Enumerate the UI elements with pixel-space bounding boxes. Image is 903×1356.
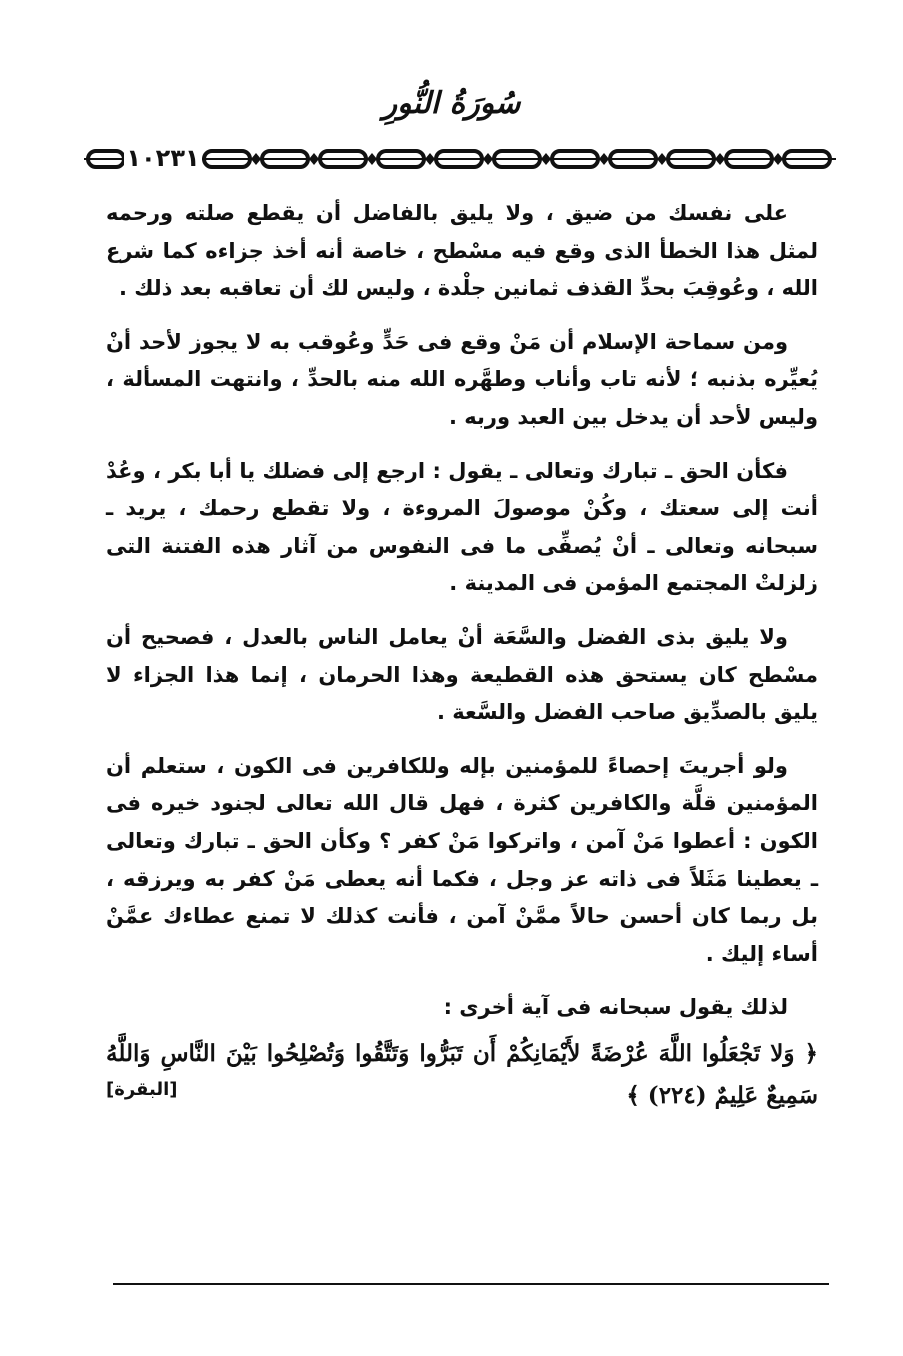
quran-verse bbox=[106, 1033, 818, 1117]
paragraph-4: ولا يليق بذى الفضل والسَّعَة أنْ يعامل الناس بالعدل ، فصحيح أن مسْطح كان يستحق هذه القطيعة وهذا الحرمان ، إنما هذا الجزاء لا يليق بالصدِّيق صاحب الفضل والسَّعة . bbox=[106, 624, 818, 725]
page-number: ١٠٢٣١ bbox=[124, 142, 202, 174]
page-title: سُورَةُ النُّورِ bbox=[382, 86, 521, 121]
paragraph-2: ومن سماحة الإسلام أن مَنْ وقع فى حَدٍّ وعُوقب به لا يجوز لأحد أنْ يُعيِّره بذنبه ؛ لأنه تاب وأناب وطهَّره الله منه بالحدِّ ، وانتهت المسألة ، وليس لأحد أن يدخل بين العبد وربه . bbox=[106, 329, 818, 429]
footer-rule bbox=[113, 1283, 829, 1285]
verse-text: ﴿ وَلا تَجْعَلُوا اللَّهَ عُرْضَةً لأَيْمَانِكُمْ أَن تَبَرُّوا وَتَتَّقُوا وَتُصْلِحُوا بَيْنَ النَّاسِ وَاللَّهُ سَمِيعٌ عَلِيمٌ (٢٢٤) ﴾ bbox=[106, 1039, 818, 1109]
body-text bbox=[106, 195, 818, 1117]
verse-intro: لذلك يقول سبحانه فى آية أخرى : bbox=[443, 995, 788, 1020]
verse-reference: [البقرة] bbox=[106, 1078, 178, 1100]
paragraph-3: فكأن الحق ـ تبارك وتعالى ـ يقول : ارجع إلى فضلك يا أبا بكر ، وعُدْ أنت إلى سعتك ، وكُنْ موصولَ المروءة ، ولا تقطع رحمك ، يريد ـ سبحانه وتعالى ـ أنْ يُصفِّى ما فى النفوس من آثار هذه الفتنة التى زلزلتْ المجتمع المؤمن فى المدينة . bbox=[106, 458, 818, 596]
paragraph-5: ولو أجريتَ إحصاءً للمؤمنين بإله وللكافرين فى الكون ، ستعلم أن المؤمنين قلَّة والكافرين كثرة ، فهل قال الله تعالى لجنود خيره فى الكون : أعطوا مَنْ آمن ، واتركوا مَنْ كفر ؟ وكأن الحق ـ تبارك وتعالى ـ يعطينا مَثَلاً فى ذاته عز وجل ، فكما أنه يعطى مَنْ كفر به ويرزقه ، بل ربما كان أحسن حالاً ممَّنْ آمن ، فأنت كذلك لا تمنع عطاءك عمَّنْ أساء إليك . bbox=[106, 753, 818, 966]
paragraph-1: على نفسك من ضيق ، ولا يليق بالفاضل أن يقطع صلته ورحمه لمثل هذا الخطأ الذى وقع فيه مسْطح ، خاصة أنه أخذ جزاءه كما شرع الله ، وعُوقِبَ بحدِّ القذف ثمانين جلْدة ، وليس لك أن تعاقبه بعد ذلك . bbox=[106, 201, 818, 301]
